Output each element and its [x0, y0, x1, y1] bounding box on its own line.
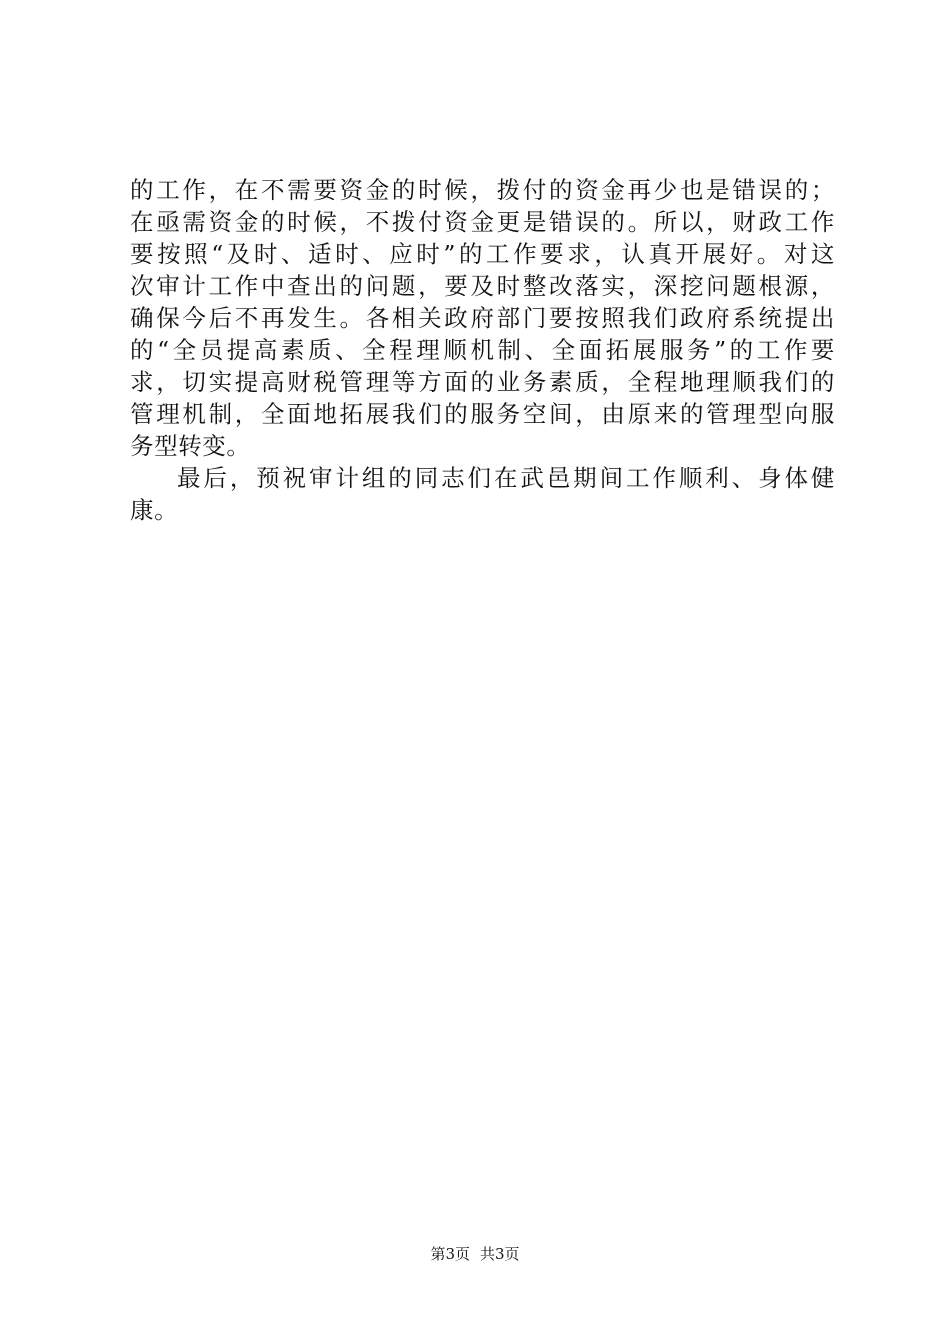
text-line: 的“全员提高素质、全程理顺机制、全面拓展服务”的工作要 — [130, 336, 835, 364]
text-line: 康。 — [130, 496, 179, 524]
text-line: 务型转变。 — [130, 432, 251, 460]
text-line: 在亟需资金的时候，不拨付资金更是错误的。所以，财政工作 — [130, 208, 835, 236]
paragraph-2 — [130, 462, 835, 526]
page-number: 第3页 — [430, 1245, 470, 1263]
text-line: 确保今后不再发生。各相关政府部门要按照我们政府系统提出 — [130, 304, 835, 332]
page-total: 共3页 — [480, 1245, 520, 1263]
page-footer — [0, 1243, 950, 1265]
text-line: 求，切实提高财税管理等方面的业务素质，全程地理顺我们的 — [130, 368, 835, 396]
text-line: 的工作，在不需要资金的时候，拨付的资金再少也是错误的； — [130, 176, 835, 204]
text-line: 要按照“及时、适时、应时”的工作要求，认真开展好。对这 — [130, 240, 835, 268]
document-body — [130, 174, 835, 526]
text-line: 最后，预祝审计组的同志们在武邑期间工作顺利、身体健 — [177, 464, 835, 492]
text-line: 管理机制，全面地拓展我们的服务空间，由原来的管理型向服 — [130, 400, 835, 428]
paragraph-1 — [130, 174, 835, 462]
text-line: 次审计工作中查出的问题，要及时整改落实，深挖问题根源， — [130, 272, 835, 300]
